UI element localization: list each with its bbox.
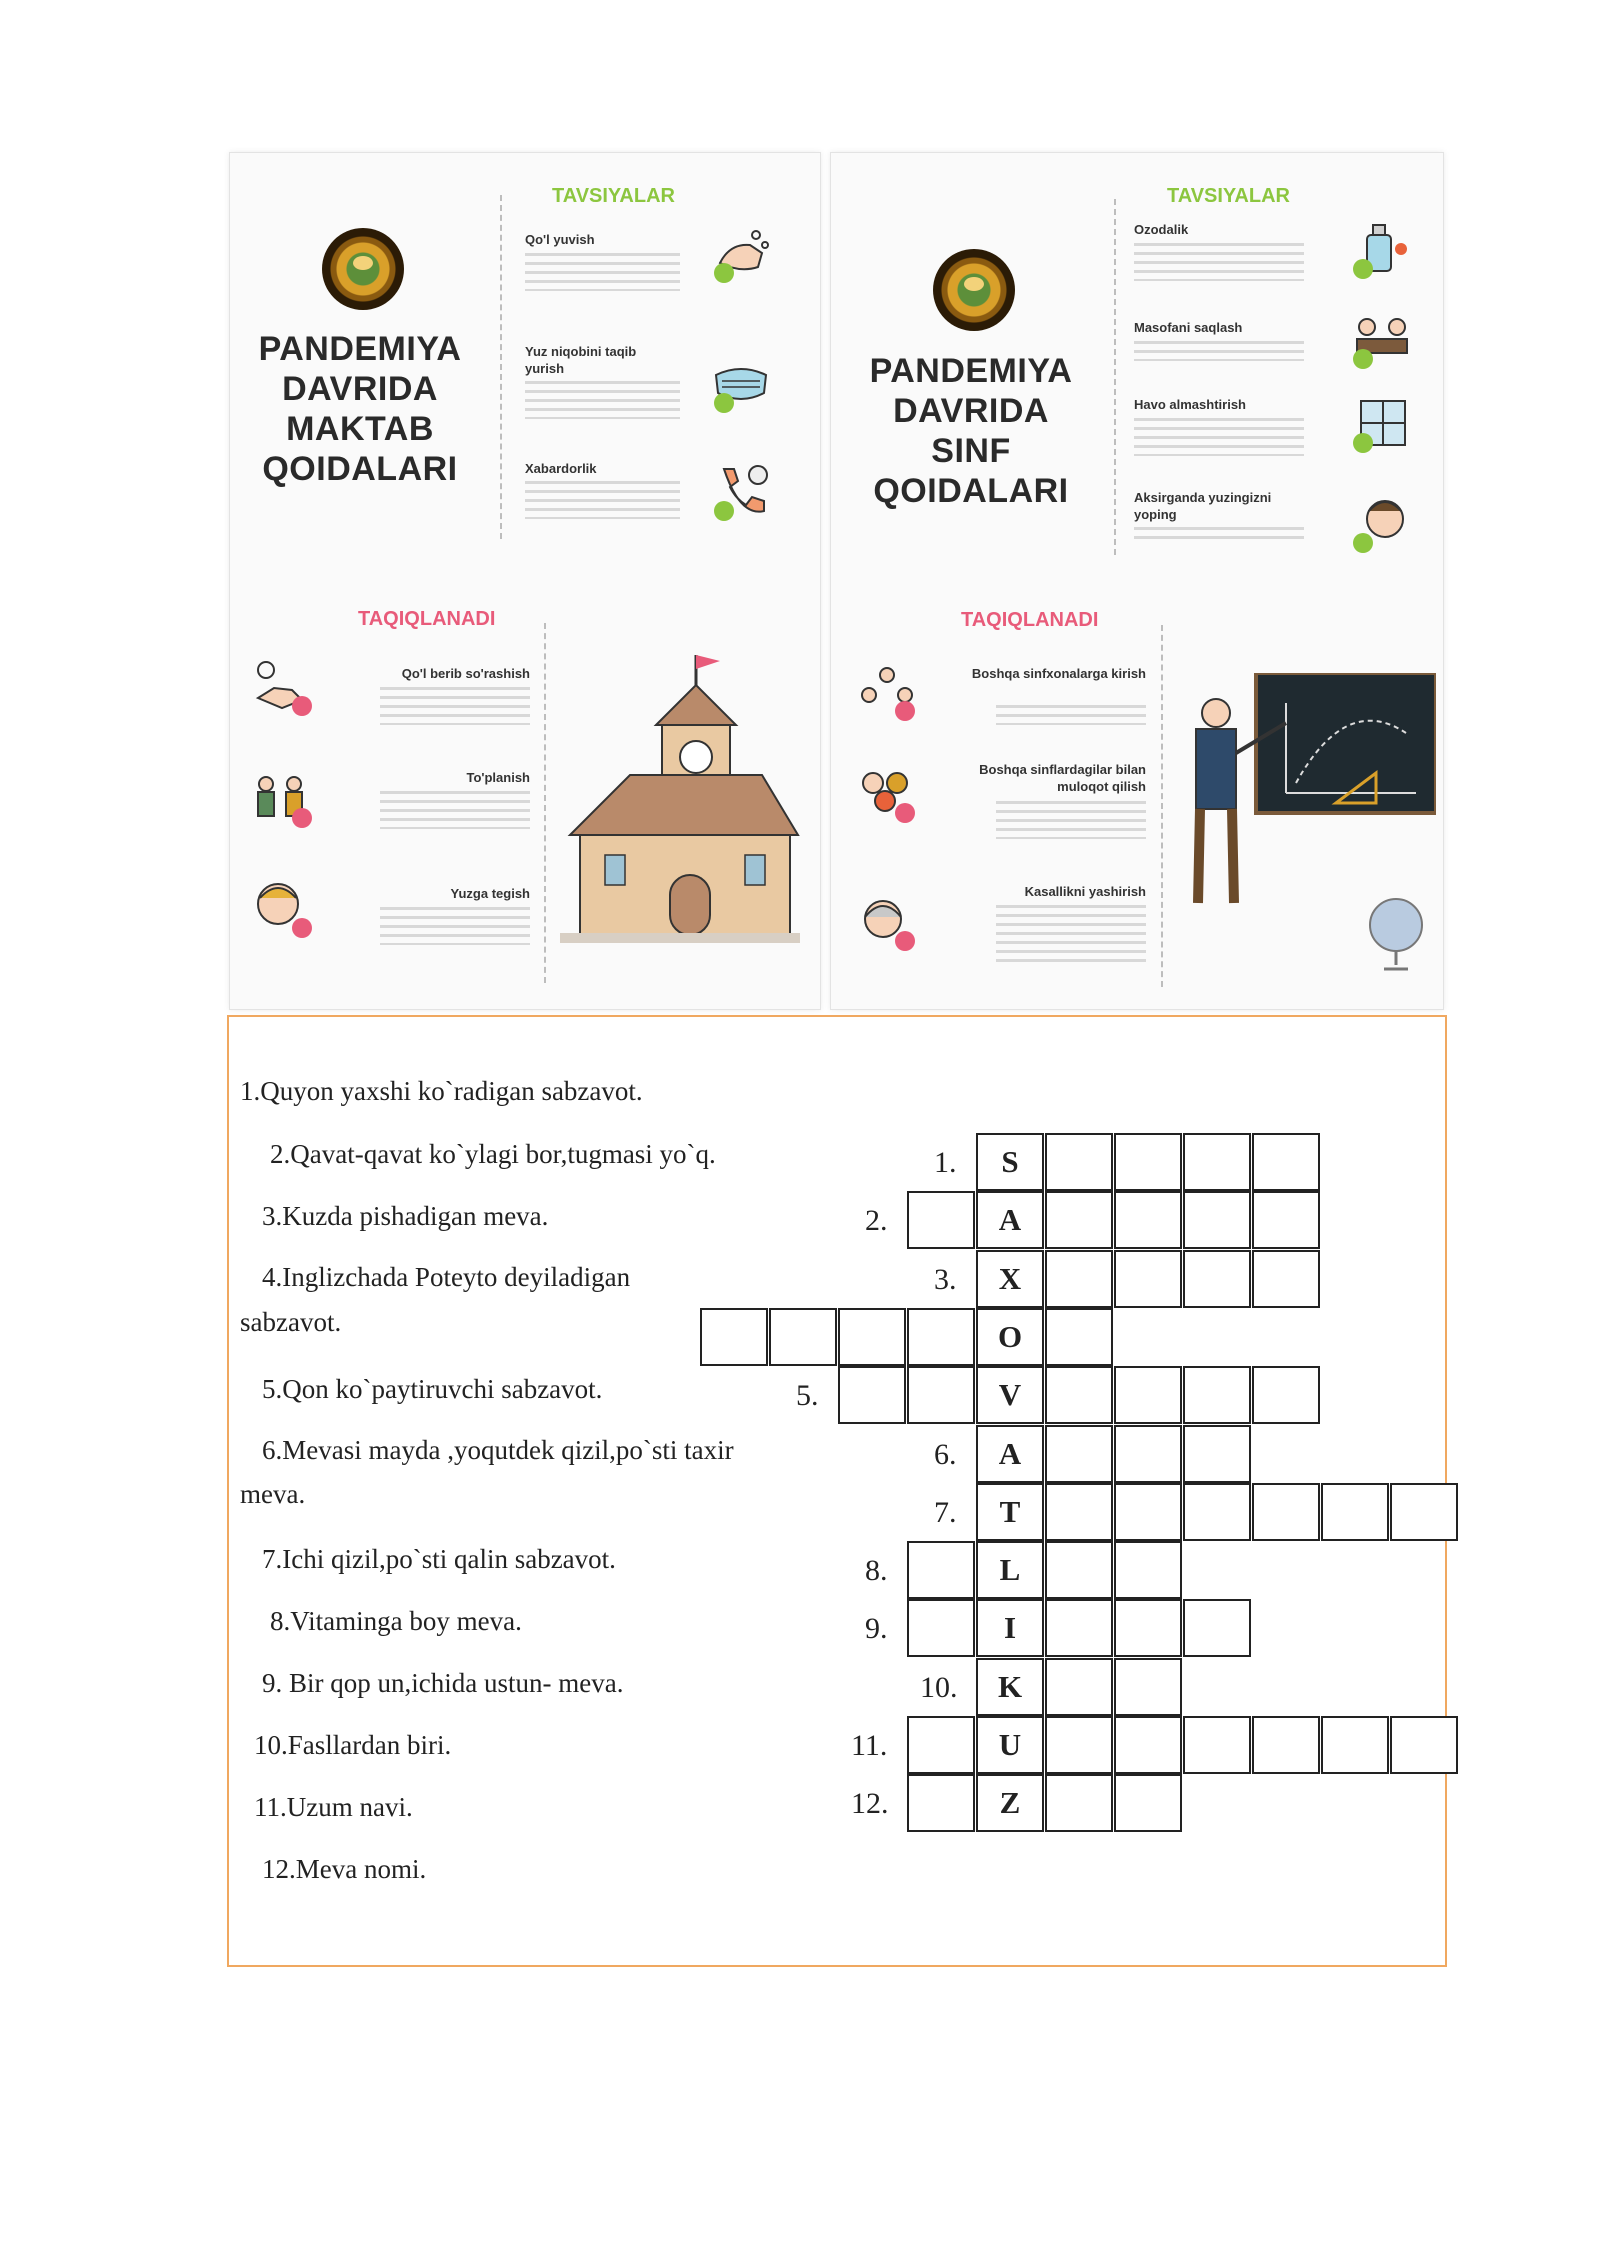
crossword-cell[interactable] bbox=[769, 1308, 837, 1366]
rec-item-title: Qo'l yuvish bbox=[525, 232, 595, 247]
crossword-cell[interactable] bbox=[700, 1308, 768, 1366]
crossword-row-number: 10. bbox=[920, 1670, 958, 1704]
crossword-cell[interactable] bbox=[1321, 1483, 1389, 1541]
teacher-blackboard-icon bbox=[1176, 673, 1436, 913]
crossword-key-cell: A bbox=[976, 1191, 1044, 1249]
crossword-cell[interactable] bbox=[1390, 1716, 1458, 1774]
clue-5: 5.Qon ko`paytiruvchi sabzavot. bbox=[262, 1374, 603, 1404]
placeholder-text-lines bbox=[1134, 418, 1304, 456]
crossword-cell[interactable] bbox=[907, 1366, 975, 1424]
clue-11: 11.Uzum navi. bbox=[254, 1792, 413, 1822]
crossword-key-cell: T bbox=[976, 1483, 1044, 1541]
placeholder-text-lines bbox=[380, 791, 530, 829]
crossword-row-number: 6. bbox=[934, 1437, 957, 1471]
placeholder-text-lines bbox=[1134, 243, 1304, 281]
crossword-row-number: 8. bbox=[865, 1554, 888, 1588]
crossword-key-cell: L bbox=[976, 1541, 1044, 1599]
crossword-cell[interactable] bbox=[1045, 1308, 1113, 1366]
crossword-cell[interactable] bbox=[1252, 1191, 1320, 1249]
crossword-row-number: 7. bbox=[934, 1495, 957, 1529]
placeholder-text-lines bbox=[525, 381, 680, 419]
crossword-cell[interactable] bbox=[1114, 1366, 1182, 1424]
crossword-cell[interactable] bbox=[1045, 1658, 1113, 1716]
crossword-cell[interactable] bbox=[1045, 1716, 1113, 1774]
crossword-cell[interactable] bbox=[907, 1774, 975, 1832]
crossword-cell[interactable] bbox=[1114, 1425, 1182, 1483]
crossword-row-number: 9. bbox=[865, 1612, 888, 1646]
crossword-cell[interactable] bbox=[1045, 1483, 1113, 1541]
crossword-cell[interactable] bbox=[1045, 1541, 1113, 1599]
crossword-cell[interactable] bbox=[838, 1366, 906, 1424]
crossword-cell[interactable] bbox=[1183, 1250, 1251, 1308]
crossword-cell[interactable] bbox=[1114, 1133, 1182, 1191]
crossword-cell[interactable] bbox=[1114, 1774, 1182, 1832]
crossword-cell[interactable] bbox=[907, 1599, 975, 1657]
clue-4: 4.Inglizchada Poteyto deyiladigan bbox=[262, 1262, 631, 1292]
clue-4-continued: sabzavot. bbox=[240, 1307, 342, 1337]
crossword-cell[interactable] bbox=[1114, 1250, 1182, 1308]
clue-9: 9. Bir qop un,ichida ustun- meva. bbox=[262, 1668, 624, 1698]
crossword-key-cell: U bbox=[976, 1716, 1044, 1774]
poster-class-rules bbox=[830, 152, 1444, 1010]
phone-icon bbox=[710, 461, 772, 523]
window-icon bbox=[1351, 393, 1413, 455]
crossword-row-number: 1. bbox=[934, 1146, 957, 1179]
crossword-cell[interactable] bbox=[907, 1191, 975, 1249]
crossword-cell[interactable] bbox=[1045, 1599, 1113, 1657]
crowd-icon bbox=[252, 768, 314, 830]
crossword-row-number: 11. bbox=[851, 1729, 888, 1762]
crossword-key-cell: S bbox=[976, 1133, 1044, 1191]
prohibited-item-title: To'planish bbox=[466, 770, 530, 785]
crossword-row-number: 5. bbox=[796, 1379, 819, 1413]
placeholder-text-lines bbox=[996, 705, 1146, 725]
crossword-cell[interactable] bbox=[1045, 1250, 1113, 1308]
clue-2: 2.Qavat-qavat ko`ylagi bor,tugmasi yo`q. bbox=[270, 1139, 716, 1169]
crossword-cell[interactable] bbox=[907, 1308, 975, 1366]
crossword-cell[interactable] bbox=[1183, 1716, 1251, 1774]
crossword-key-cell: V bbox=[976, 1366, 1044, 1424]
placeholder-text-lines bbox=[525, 253, 680, 291]
dashed-divider bbox=[500, 195, 503, 539]
sneeze-icon bbox=[1351, 493, 1413, 555]
crossword-cell[interactable] bbox=[1114, 1658, 1182, 1716]
clue-6: 6.Mevasi mayda ,yoqutdek qizil,po`sti taxir bbox=[262, 1435, 734, 1465]
clue-12: 12.Meva nomi. bbox=[262, 1854, 427, 1884]
school-building-icon bbox=[560, 645, 800, 945]
crossword-row-number: 3. bbox=[934, 1262, 957, 1296]
poster-title: PANDEMIYA DAVRIDA SINF QOIDALARI bbox=[869, 352, 1073, 510]
crossword-key-cell: A bbox=[976, 1425, 1044, 1483]
crossword-key-cell: X bbox=[976, 1250, 1044, 1308]
hand-wash-icon bbox=[710, 223, 772, 285]
crossword-cell[interactable] bbox=[1183, 1483, 1251, 1541]
crossword-cell[interactable] bbox=[907, 1716, 975, 1774]
crossword-cell[interactable] bbox=[1252, 1250, 1320, 1308]
prohibited-label: TAQIQLANADI bbox=[961, 609, 1099, 631]
crossword-cell[interactable] bbox=[1321, 1716, 1389, 1774]
prohibited-item-title: Boshqa sinfxonalarga kirish bbox=[971, 666, 1146, 681]
crossword-cell[interactable] bbox=[1114, 1483, 1182, 1541]
crossword-row-number: 2. bbox=[865, 1204, 888, 1238]
placeholder-text-lines bbox=[1134, 341, 1304, 361]
rec-item-title: Yuz niqobini taqib yurish bbox=[525, 344, 637, 376]
poster-school-rules bbox=[229, 152, 821, 1010]
crossword-cell[interactable] bbox=[1252, 1133, 1320, 1191]
recommendations-label: TAVSIYALAR bbox=[552, 185, 675, 207]
crossword-key-cell: I bbox=[976, 1599, 1044, 1657]
crossword-cell[interactable] bbox=[1183, 1133, 1251, 1191]
clue-1: 1.Quyon yaxshi ko`radigan sabzavot. bbox=[240, 1076, 643, 1106]
crossword-cell[interactable] bbox=[1045, 1133, 1113, 1191]
rec-item-title: Havo almashtirish bbox=[1134, 397, 1246, 412]
crossword-cell[interactable] bbox=[1252, 1366, 1320, 1424]
crossword-cell[interactable] bbox=[1114, 1541, 1182, 1599]
crossword-cell[interactable] bbox=[1045, 1191, 1113, 1249]
dashed-divider bbox=[1114, 199, 1117, 555]
emblem-icon bbox=[322, 228, 404, 310]
distance-icon bbox=[1351, 309, 1413, 371]
crossword-row-number: 12. bbox=[851, 1787, 889, 1821]
handshake-icon bbox=[252, 658, 314, 720]
placeholder-text-lines bbox=[1134, 527, 1304, 541]
placeholder-text-lines bbox=[996, 801, 1146, 839]
crossword-key-cell: Z bbox=[976, 1774, 1044, 1832]
rec-item-title: Aksirganda yuzingizni yoping bbox=[1134, 490, 1272, 522]
face-touch-icon bbox=[252, 878, 314, 940]
crossword-cell[interactable] bbox=[1045, 1366, 1113, 1424]
crossword-cell[interactable] bbox=[1045, 1774, 1113, 1832]
crossword-cell[interactable] bbox=[1183, 1425, 1251, 1483]
crossword-cell[interactable] bbox=[1114, 1191, 1182, 1249]
poster-title: PANDEMIYA DAVRIDA MAKTAB QOIDALARI bbox=[258, 330, 462, 488]
clue-8: 8.Vitaminga boy meva. bbox=[270, 1606, 522, 1636]
crossword-key-cell: O bbox=[976, 1308, 1044, 1366]
placeholder-text-lines bbox=[380, 687, 530, 725]
clue-3: 3.Kuzda pishadigan meva. bbox=[262, 1201, 549, 1231]
clue-7: 7.Ichi qizil,po`sti qalin sabzavot. bbox=[262, 1544, 616, 1574]
placeholder-text-lines bbox=[525, 481, 680, 519]
placeholder-text-lines bbox=[996, 905, 1146, 965]
clue-10: 10.Fasllardan biri. bbox=[254, 1730, 452, 1760]
crossword-cell[interactable] bbox=[1252, 1483, 1320, 1541]
prohibited-item-title: Boshqa sinflardagilar bilan muloqot qilish bbox=[979, 762, 1146, 794]
crossword-cell[interactable] bbox=[1114, 1599, 1182, 1657]
recommendations-label: TAVSIYALAR bbox=[1167, 185, 1290, 207]
crossword-cell[interactable] bbox=[1252, 1716, 1320, 1774]
crossword-cell[interactable] bbox=[1183, 1366, 1251, 1424]
dashed-divider bbox=[1161, 625, 1164, 987]
rec-item-title: Masofani saqlash bbox=[1134, 320, 1243, 335]
face-mask-icon bbox=[710, 353, 772, 415]
crossword-cell[interactable] bbox=[1183, 1599, 1251, 1657]
prohibited-item-title: Qo'l berib so'rashish bbox=[401, 666, 530, 681]
crossword-cell[interactable] bbox=[1045, 1425, 1113, 1483]
group-talk-icon bbox=[855, 763, 917, 825]
crossword-key-cell: K bbox=[976, 1658, 1044, 1716]
classroom-entry-icon bbox=[855, 661, 917, 723]
clue-6-continued: meva. bbox=[240, 1479, 306, 1509]
rec-item-title: Xabardorlik bbox=[525, 461, 597, 476]
prohibited-item-title: Kasallikni yashirish bbox=[1024, 884, 1146, 899]
globe-icon bbox=[1366, 895, 1426, 975]
crossword-cell[interactable] bbox=[1183, 1191, 1251, 1249]
crossword-cell[interactable] bbox=[838, 1308, 906, 1366]
sick-person-icon bbox=[855, 891, 917, 953]
dashed-divider bbox=[544, 623, 547, 983]
sanitizer-icon bbox=[1351, 219, 1413, 281]
placeholder-text-lines bbox=[380, 907, 530, 945]
crossword-cell[interactable] bbox=[907, 1541, 975, 1599]
prohibited-item-title: Yuzga tegish bbox=[450, 886, 530, 901]
prohibited-label: TAQIQLANADI bbox=[358, 608, 496, 630]
crossword-cell[interactable] bbox=[1390, 1483, 1458, 1541]
emblem-icon bbox=[933, 249, 1015, 331]
rec-item-title: Ozodalik bbox=[1134, 222, 1189, 237]
crossword-cell[interactable] bbox=[1114, 1716, 1182, 1774]
